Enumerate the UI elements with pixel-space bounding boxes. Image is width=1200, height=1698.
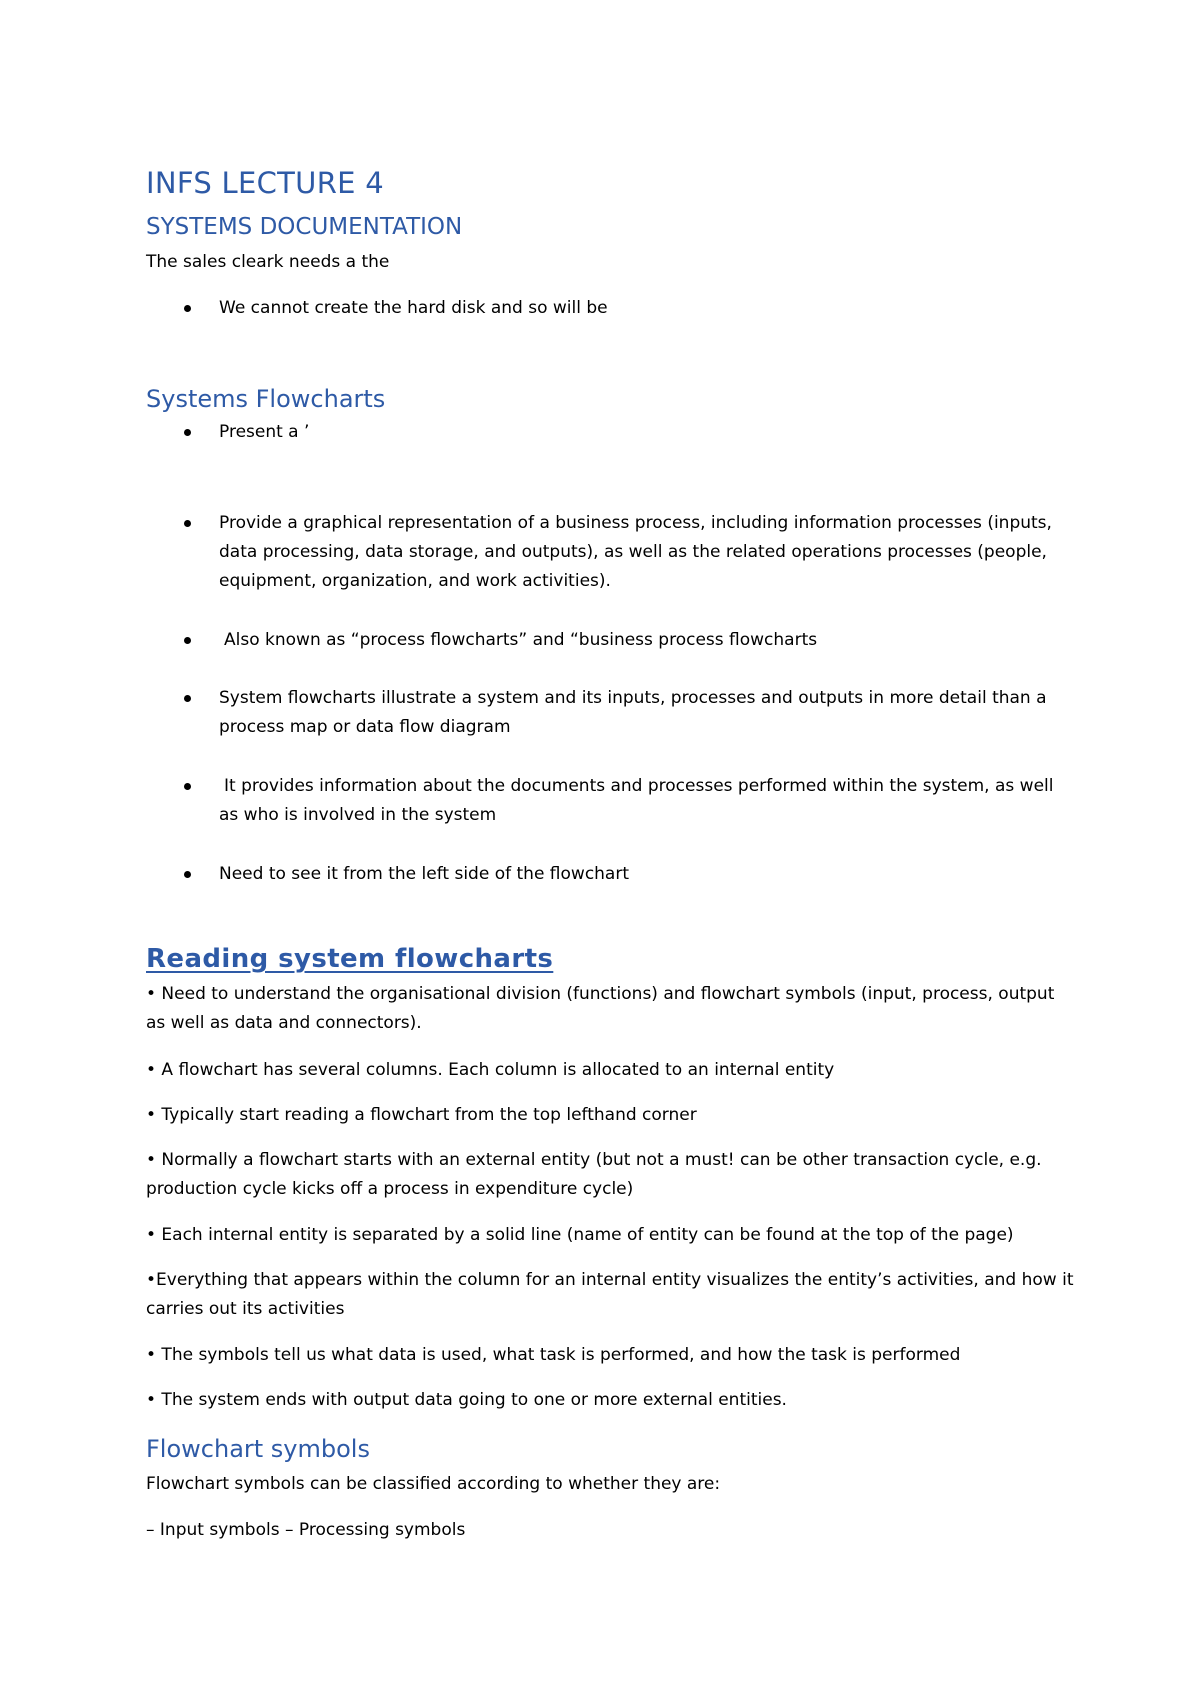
paragraph: •Everything that appears within the column for an internal entity visualizes the entity’s activities, and how it carries out its activities: [146, 1270, 1074, 1319]
bullet-dot: [184, 305, 191, 312]
bullet-dot: [184, 871, 191, 878]
bullet-text: Need to see it from the left side of the flowchart: [219, 864, 630, 884]
section-heading-flowchart-symbols: Flowchart symbols: [146, 1435, 370, 1463]
section-heading-reading-system-flowcharts: Reading system flowcharts: [146, 944, 554, 974]
paragraph: – Input symbols – Processing symbols: [146, 1520, 466, 1540]
paragraph: • The system ends with output data going to one or more external entities.: [146, 1390, 787, 1410]
bullet-dot: [184, 429, 191, 436]
paragraph: • A flowchart has several columns. Each column is allocated to an internal entity: [146, 1060, 835, 1080]
bullet-dot: [184, 783, 191, 790]
document-title: INFS LECTURE 4: [146, 166, 385, 200]
bullet-text: System flowcharts illustrate a system and its inputs, processes and outputs in more detail than a process map or data flow diagram: [219, 688, 1047, 737]
paragraph: Flowchart symbols can be classified according to whether they are:: [146, 1474, 721, 1494]
section-heading-systems-flowcharts: Systems Flowcharts: [146, 385, 386, 413]
bullet-text: Provide a graphical representation of a business process, including information processes (inputs, data processing, data storage, and outputs), as well as the related operations processes (people, equipment, organization, and work activities).: [219, 513, 1052, 591]
paragraph: • The symbols tell us what data is used, what task is performed, and how the task is performed: [146, 1345, 961, 1365]
paragraph: • Each internal entity is separated by a solid line (name of entity can be found at the top of the page): [146, 1225, 1014, 1245]
bullet-text: We cannot create the hard disk and so will be: [219, 298, 608, 318]
paragraph: • Normally a flowchart starts with an external entity (but not a must! can be other transaction cycle, e.g. production cycle kicks off a process in expenditure cycle): [146, 1150, 1042, 1199]
paragraph: • Typically start reading a flowchart from the top lefthand corner: [146, 1105, 697, 1125]
document-subtitle: SYSTEMS DOCUMENTATION: [146, 214, 463, 240]
bullet-dot: [184, 520, 191, 527]
bullet-text: It provides information about the documents and processes performed within the system, as well as who is involved in the system: [219, 776, 1054, 825]
paragraph: • Need to understand the organisational division (functions) and flowchart symbols (input, process, output as well as data and connectors).: [146, 984, 1055, 1033]
bullet-dot: [184, 695, 191, 702]
bullet-text: Also known as “process flowcharts” and “business process flowcharts: [224, 630, 818, 650]
intro-paragraph: The sales cleark needs a the: [146, 252, 390, 272]
bullet-text: Present a ’: [219, 422, 310, 442]
bullet-dot: [184, 637, 191, 644]
